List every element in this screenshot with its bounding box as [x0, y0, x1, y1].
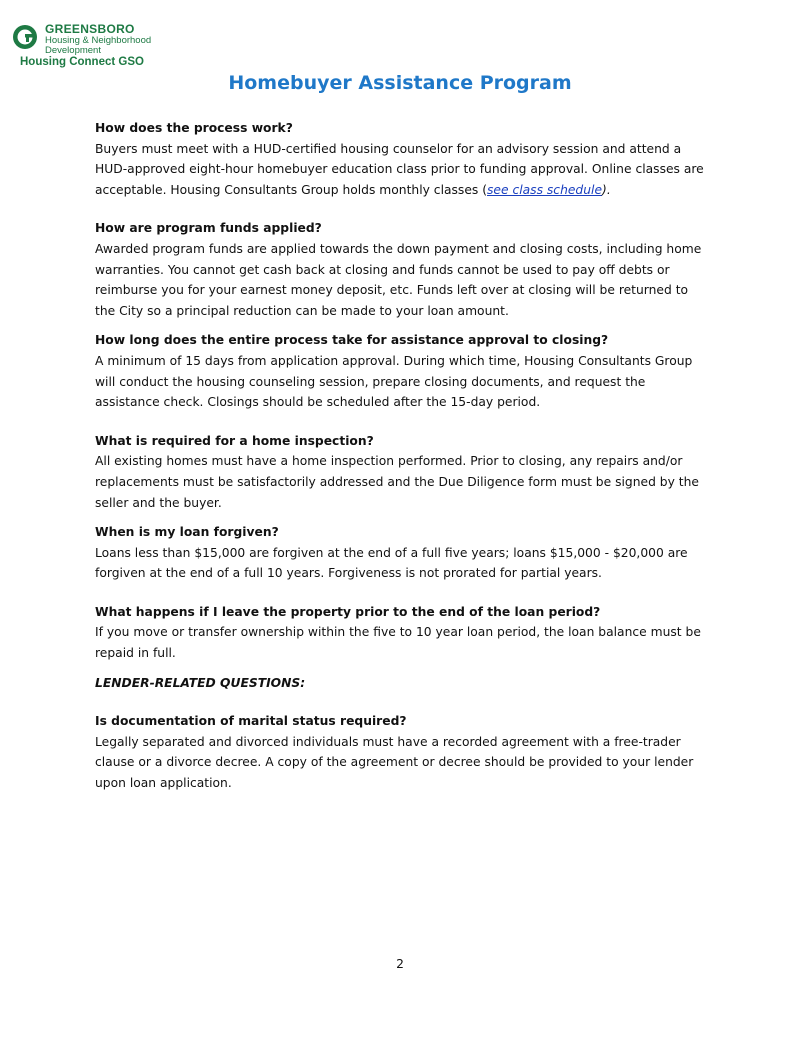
- page-title: Homebuyer Assistance Program: [228, 72, 572, 94]
- faq-content: [95, 118, 705, 794]
- faq-answer: Loans less than $15,000 are forgiven at the end of a full five years; loans $15,000 - $20,000 are forgiven at the end of a full 10 years. Forgiveness is not prorated for partial years.: [95, 545, 688, 581]
- faq-section-leave-property: [95, 602, 705, 664]
- logo-subtitle-line2: Development: [45, 45, 101, 56]
- faq-answer: A minimum of 15 days from application approval. During which time, Housing Consultants Group will conduct the housing counseling session, prepare closing documents, and request the assistance check. Closings should be scheduled after the 15-day period.: [95, 353, 693, 410]
- faq-section-marital-status: [95, 711, 705, 793]
- faq-question: Is documentation of marital status required?: [95, 714, 407, 729]
- faq-section-funds: [95, 218, 705, 321]
- faq-question: How does the process work?: [95, 121, 293, 135]
- faq-answer: All existing homes must have a home inspection performed. Prior to closing, any repairs and/or replacements must be satisfactorily addressed and the Due Diligence form must be signed by the seller and the buyer.: [95, 454, 699, 510]
- faq-answer: Awarded program funds are applied towards the down payment and closing costs, including home warranties. You cannot get cash back at closing and funds cannot be used to pay off debts or reimburse you for your earnest money deposit, etc. Funds left over at closing will be returned to the City so a principal reduction can be made to your loan amount.: [95, 241, 702, 318]
- faq-answer: [95, 139, 705, 201]
- page-number: 2: [396, 957, 404, 971]
- faq-section-process: [95, 118, 705, 200]
- greensboro-logo: [12, 22, 202, 72]
- class-schedule-link[interactable]: see class schedule: [487, 182, 603, 197]
- logo-subtitle-line1: Housing & Neighborhood: [45, 35, 152, 46]
- faq-question: How are program funds applied?: [95, 221, 322, 236]
- faq-section-inspection: [95, 431, 705, 513]
- faq-answer-text-end: ).: [602, 182, 611, 197]
- lender-questions-heading: LENDER-RELATED QUESTIONS:: [95, 675, 306, 690]
- faq-question: When is my loan forgiven?: [95, 525, 279, 540]
- faq-answer-text: Buyers must meet with a HUD-certified housing counselor for an advisory session and attend a HUD-approved eight-hour homebuyer education class prior to funding approval. Online classes are acceptable. Housing Consultants Group holds monthly classes (: [95, 141, 704, 197]
- faq-question: What is required for a home inspection?: [95, 433, 374, 448]
- greensboro-g-logo-icon: [12, 24, 38, 50]
- faq-answer: If you move or transfer ownership within the five to 10 year loan period, the loan balance must be repaid in full.: [95, 625, 701, 661]
- faq-section-timeline: [95, 330, 705, 412]
- faq-answer: Legally separated and divorced individuals must have a recorded agreement with a free-trader clause or a divorce decree. A copy of the agreement or decree should be provided to your lender upon loan application.: [95, 734, 694, 791]
- logo-title: GREENSBORO: [45, 22, 135, 36]
- logo-tagline: Housing Connect GSO: [20, 56, 144, 68]
- faq-question: What happens if I leave the property prior to the end of the loan period?: [95, 604, 601, 619]
- faq-section-forgiveness: [95, 522, 705, 584]
- faq-question: How long does the entire process take for assistance approval to closing?: [95, 333, 609, 348]
